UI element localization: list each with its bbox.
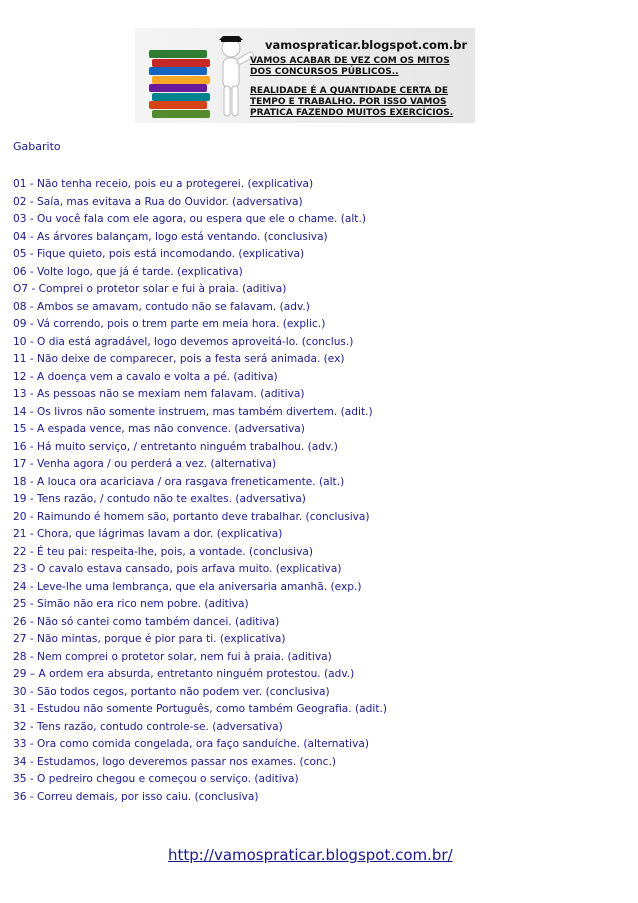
answer-item: 11 - Não deixe de comparecer, pois a festa será animada. (ex) [13,353,345,365]
answer-item: 21 - Chora, que lágrimas lavam a dor. (explicativa) [13,528,283,540]
answer-item: O7 - Comprei o protetor solar e fui à praia. (aditiva) [13,283,287,295]
answer-item: 24 - Leve-lhe uma lembrança, que ela aniversaria amanhã. (exp.) [13,580,362,593]
answer-item: 05 - Fique quieto, pois está incomodando. (explicativa) [13,248,305,260]
book-icon [152,110,210,118]
answer-list [13,176,387,806]
answer-item: 04 - As árvores balançam, logo está ventando. (conclusiva) [13,230,328,243]
answer-item: 03 - Ou você fala com ele agora, ou espera que ele o chame. (alt.) [13,213,366,225]
answer-item: 29 – A ordem era absurda, entretanto ninguém protestou. (adv.) [13,668,355,680]
banner-text-line: VAMOS ACABAR DE VEZ COM OS MITOS [250,56,450,66]
book-icon [149,101,207,109]
answer-item: 19 - Tens razão, / contudo não te exaltes. (adversativa) [13,493,306,505]
answer-item: 08 - Ambos se amavam, contudo não se falavam. (adv.) [13,300,310,313]
answer-item: 36 - Correu demais, por isso caiu. (conclusiva) [13,790,259,803]
answer-item: 10 - O dia está agradável, logo devemos aproveitá-lo. (conclus.) [13,335,354,348]
answer-item: 09 - Vá correndo, pois o trem parte em meia hora. (explic.) [13,318,326,330]
answer-item: 16 - Há muito serviço, / entretanto ninguém trabalhou. (adv.) [13,440,338,453]
books-stack-icon [149,50,207,120]
answer-item: 32 - Tens razão, contudo controle-se. (adversativa) [13,720,283,733]
footer-link[interactable]: http://vamospraticar.blogspot.com.br/ [168,846,453,864]
answer-item: 30 - São todos cegos, portanto não podem ver. (conclusiva) [13,685,330,698]
banner-text-line: PRATICA FAZENDO MUITOS EXERCÍCIOS. [250,108,454,118]
header-banner [135,28,475,123]
answer-item: 15 - A espada vence, mas não convence. (adversativa) [13,423,305,435]
answer-item: 17 - Venha agora / ou perderá a vez. (alternativa) [13,458,277,470]
answer-item: 25 - Simão não era rico nem pobre. (aditiva) [13,598,249,610]
book-icon [152,76,210,84]
banner-text-line: TEMPO E TRABALHO. POR ISSO VAMOS [250,97,447,107]
answer-item: 35 - O pedreiro chegou e começou o serviço. (aditiva) [13,773,299,785]
answer-item: 01 - Não tenha receio, pois eu a protegerei. (explicativa) [13,178,314,190]
answer-item: 18 - A louca ora acariciava / ora rasgava freneticamente. (alt.) [13,475,345,488]
answer-item: 06 - Volte logo, que já é tarde. (explicativa) [13,265,243,278]
answer-item: 28 - Nem comprei o protetor solar, nem fui à praia. (aditiva) [13,650,332,663]
answer-item: 13 - As pessoas não se mexiam nem falavam. (aditiva) [13,388,305,400]
book-icon [149,84,207,92]
answer-item: 26 - Não só cantei como também dancei. (aditiva) [13,615,280,628]
book-icon [152,93,210,101]
book-icon [149,67,207,75]
answer-item: 20 - Raimundo é homem são, portanto deve trabalhar. (conclusiva) [13,510,370,523]
book-icon [149,50,207,58]
answer-item: 31 - Estudou não somente Português, como também Geografia. (adit.) [13,703,387,715]
answer-item: 02 - Saía, mas evitava a Rua do Ouvidor. (adversativa) [13,195,303,208]
answer-item: 22 - É teu pai: respeita-lhe, pois, a vontade. (conclusiva) [13,545,314,558]
banner-text-line: DOS CONCURSOS PÚBLICOS.. [250,67,399,77]
banner-site-name: vamospraticar.blogspot.com.br [265,38,468,52]
answer-item: 14 - Os livros não somente instruem, mas também divertem. (adit.) [13,405,373,418]
answer-item: 27 - Não mintas, porque é pior para ti. (explicativa) [13,633,286,645]
page-title: Gabarito [13,140,61,153]
banner-text-line: REALIDADE É A QUANTIDADE CERTA DE [250,86,448,96]
answer-item: 23 - O cavalo estava cansado, pois arfava muito. (explicativa) [13,563,342,575]
answer-item: 33 - Ora como comida congelada, ora faço sanduíche. (alternativa) [13,738,369,750]
book-icon [152,59,210,67]
answer-item: 12 - A doença vem a cavalo e volta a pé. (aditiva) [13,370,278,383]
answer-item: 34 - Estudamos, logo deveremos passar nos exames. (conc.) [13,755,336,768]
